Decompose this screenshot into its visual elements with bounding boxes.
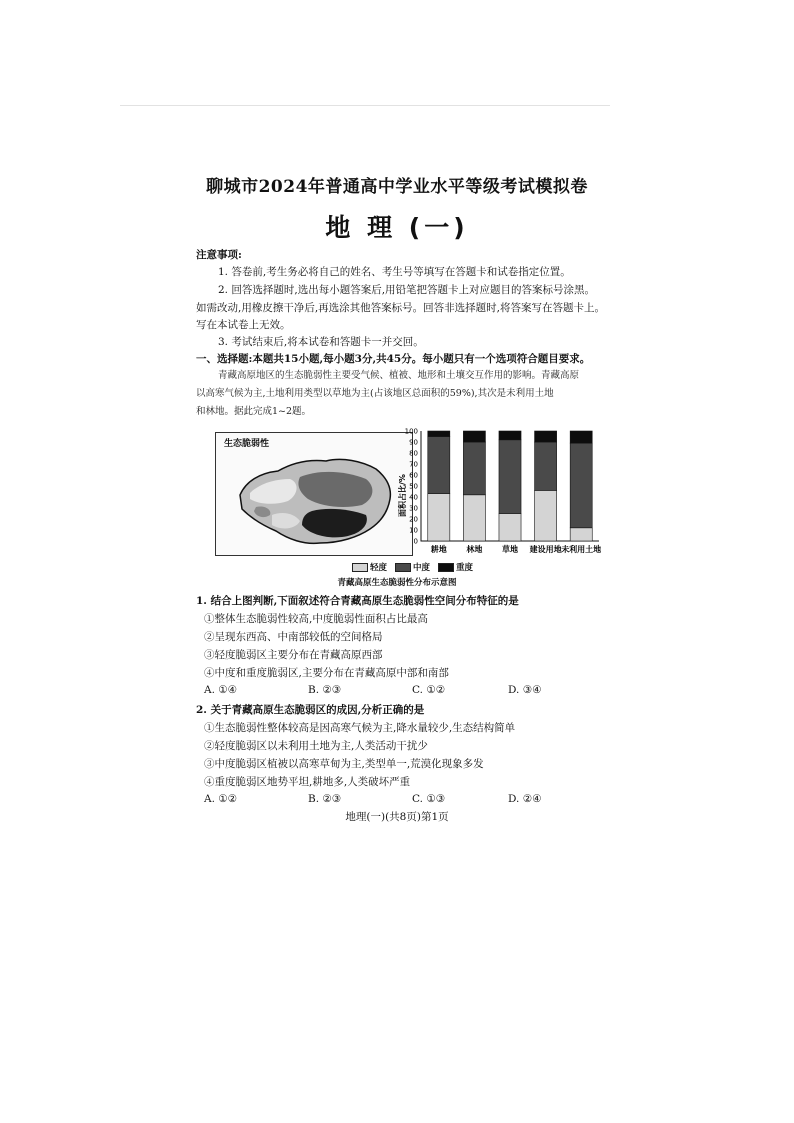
notice-item-2: 2. 回答选择题时,选出每小题答案后,用铅笔把答题卡上对应题目的答案标号涂黑。 <box>218 284 596 296</box>
y-tick-label: 0 <box>413 537 418 546</box>
chart-y-axis-label: 面积占比/% <box>398 474 407 517</box>
exam-subject: 地 理 (一) <box>325 213 469 242</box>
y-tick-label: 90 <box>409 438 418 447</box>
bar-segment <box>428 437 450 494</box>
y-tick-label: 70 <box>409 460 418 469</box>
legend-label-moderate: 中度 <box>413 563 431 573</box>
legend-label-severe: 重度 <box>456 563 474 573</box>
bar-segment <box>428 494 450 541</box>
q1-option-b: B. ②③ <box>308 684 342 696</box>
chart-legend <box>352 561 473 573</box>
bar-segment <box>535 442 557 490</box>
q1-option-d: D. ③④ <box>508 684 542 696</box>
intro-line-2: 以高寒气候为主,土地利用类型以草地为主(占该地区总面积的59%),其次是未利用土地 <box>196 388 554 399</box>
y-tick-label: 100 <box>404 427 418 436</box>
bar-segment <box>570 443 592 528</box>
intro-line-3: 和林地。据此完成1~2题。 <box>196 406 312 417</box>
q2-statement-2: ②轻度脆弱区以未利用土地为主,人类活动干扰少 <box>204 740 428 752</box>
y-tick-label: 30 <box>409 504 418 513</box>
y-tick-label: 60 <box>409 471 418 480</box>
bar-segment <box>463 431 485 442</box>
page-top-rule <box>120 105 610 106</box>
legend-label-light: 轻度 <box>370 563 388 573</box>
q1-option-a: A. ①④ <box>204 684 238 696</box>
bar-segment <box>570 528 592 541</box>
x-tick-label: 林地 <box>466 545 483 554</box>
q2-statement-1: ①生态脆弱性整体较高是因高寒气候为主,降水量较少,生态结构简单 <box>204 722 516 734</box>
bar-segment <box>463 442 485 495</box>
notice-item-2-cont: 如需改动,用橡皮擦干净后,再选涂其他答案标号。回答非选择题时,将答案写在答题卡上。 <box>196 302 606 314</box>
legend-item-moderate <box>395 561 430 573</box>
tibet-plateau-map <box>216 433 412 555</box>
figure-caption: 青藏高原生态脆弱性分布示意图 <box>337 578 457 588</box>
land-use-vulnerability-chart <box>393 425 603 560</box>
x-tick-label: 建设用地 <box>529 545 562 554</box>
y-tick-label: 80 <box>409 449 418 458</box>
intro-line-1: 青藏高原地区的生态脆弱性主要受气候、植被、地形和土壤交互作用的影响。青藏高原 <box>218 370 580 381</box>
bar-segment <box>535 490 557 541</box>
exam-title: 聊城市2024年普通高中学业水平等级考试模拟卷 <box>206 177 588 197</box>
y-tick-label: 50 <box>409 482 418 491</box>
q2-option-b: B. ②③ <box>308 793 342 805</box>
x-tick-label: 未利用土地 <box>561 545 602 554</box>
x-tick-label: 耕地 <box>430 545 447 554</box>
q2-statement-4: ④重度脆弱区地势平坦,耕地多,人类破坏严重 <box>204 776 411 788</box>
q1-statement-1: ①整体生态脆弱性较高,中度脆弱性面积占比最高 <box>204 613 428 625</box>
q2-option-c: C. ①③ <box>412 793 446 805</box>
legend-item-light <box>352 561 387 573</box>
y-tick-label: 20 <box>409 515 418 524</box>
x-tick-label: 草地 <box>502 545 518 554</box>
page-footer: 地理(一)(共8页)第1页 <box>345 811 449 823</box>
q2-stem: 2. 关于青藏高原生态脆弱区的成因,分析正确的是 <box>196 704 425 716</box>
notice-heading: 注意事项: <box>196 249 242 261</box>
bar-segment <box>463 495 485 541</box>
bar-segment <box>499 431 521 440</box>
q1-stem: 1. 结合上图判断,下面叙述符合青藏高原生态脆弱性空间分布特征的是 <box>196 595 519 607</box>
q2-option-d: D. ②④ <box>508 793 542 805</box>
legend-item-severe <box>438 561 473 573</box>
q2-statement-3: ③中度脆弱区植被以高寒草甸为主,类型单一,荒漠化现象多发 <box>204 758 484 770</box>
vulnerability-map <box>215 432 413 556</box>
q1-statement-3: ③轻度脆弱区主要分布在青藏高原西部 <box>204 649 383 661</box>
notice-item-1: 1. 答卷前,考生务必将自己的姓名、考生号等填写在答题卡和试卷指定位置。 <box>218 266 571 278</box>
y-tick-label: 40 <box>409 493 418 502</box>
map-title: 生态脆弱性 <box>224 439 270 449</box>
bar-segment <box>499 514 521 542</box>
bar-segment <box>535 431 557 442</box>
q1-statement-4: ④中度和重度脆弱区,主要分布在青藏高原中部和南部 <box>204 667 449 679</box>
bar-segment <box>428 431 450 437</box>
bar-segment <box>570 431 592 443</box>
q1-option-c: C. ①② <box>412 684 446 696</box>
q1-statement-2: ②呈现东西高、中南部较低的空间格局 <box>204 631 383 643</box>
y-tick-label: 10 <box>409 526 418 535</box>
notice-item-2-end: 写在本试卷上无效。 <box>196 319 291 331</box>
notice-item-3: 3. 考试结束后,将本试卷和答题卡一并交回。 <box>218 336 424 348</box>
q2-option-a: A. ①② <box>204 793 238 805</box>
section-heading: 一、选择题:本题共15小题,每小题3分,共45分。每小题只有一个选项符合题目要求。 <box>196 353 591 365</box>
bar-segment <box>499 440 521 514</box>
